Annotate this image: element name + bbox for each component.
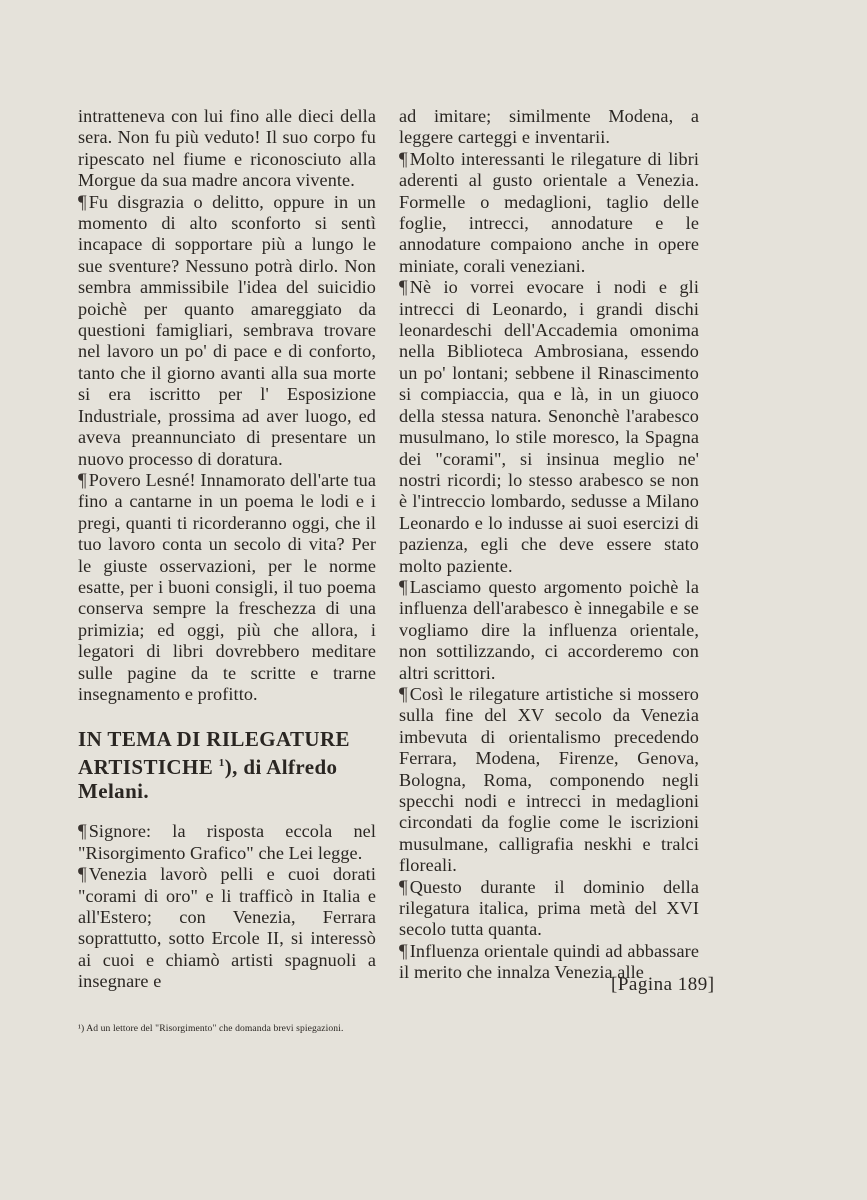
page-number: [Pagina 189] <box>611 974 715 995</box>
paragraph-text: Nè io vorrei evocare i nodi e gli intrecci di Leonardo, i grandi dischi leonardeschi dell'Accademia omonima nella Biblioteca Ambrosiana, essendo un po' lontani; sebbene il Rinascimento si compiaccia, qua e là, in un giuoco della stessa natura. Senonchè l'arabesco musulmano, lo stile moresco, la Spagna dei "corami", si insinua meglio ne' nostri ricordi; lo stesso arabesco se non è l'intreccio lombardo, sedusse a Milano Leonardo e lo indusse ai suoi esercizi di pazienza, egli che deve essere stato molto paziente. <box>399 277 699 576</box>
footnote-marker: 1 <box>218 757 225 770</box>
paragraph <box>78 470 376 705</box>
heading-title: IN TEMA DI RILEGATURE ARTISTICHE <box>78 727 350 780</box>
paragraph <box>399 877 699 941</box>
paragraph-text: Povero Lesné! Innamorato dell'arte tua fino a cantarne in un poema le lodi e i pregi, quanti ti ricorderanno oggi, che il tuo lavoro conta un secolo di vita? Per le giuste osservazioni, per le norme esatte, per i buoni consigli, il tuo poema conserva sempre la freschezza di una primizia; ed oggi, più che allora, i legatori di libri dovrebbero meditare sulle pagine da te scritte e trarne insegnamento e profitto. <box>78 469 376 704</box>
paragraph <box>78 821 376 864</box>
article-heading <box>78 727 376 803</box>
paragraph-text: Signore: la risposta eccola nel "Risorgimento Grafico" che Lei legge. <box>78 821 376 863</box>
paragraph-text: Molto interessanti le rilegature di libri aderenti al gusto orientale a Venezia. Formelle o medaglioni, taglio delle foglie, intrecci, annodature e le annodature compaiono anche in opere miniate, corali veneziani. <box>399 148 699 276</box>
paragraph-mark-icon: ¶ <box>399 683 408 705</box>
footnote: ¹) Ad un lettore del "Risorgimento" che domanda brevi spiegazioni. <box>78 1022 344 1034</box>
paragraph <box>399 577 699 684</box>
paragraph <box>78 864 376 992</box>
paragraph <box>399 277 699 577</box>
paragraph-text: Questo durante il dominio della rilegatura italica, prima metà del XVI secolo tutta quanta. <box>399 876 699 940</box>
paragraph-text: Fu disgrazia o delitto, oppure in un momento di alto sconforto si sentì incapace di sopportare più a lungo le sue sventure? Nessuno potrà dirlo. Non sembra ammissibile l'idea del suicidio poichè per quanto amareggiato da questioni famigliari, sembrava trovare nel lavoro un po' di pace e di conforto, tanto che il giorno avanti alla sua morte si era iscritto per l' Esposizione Industriale, prossima ad aver luogo, ed aveva preannunciato di presentare un nuovo processo di doratura. <box>78 191 376 469</box>
paragraph <box>78 192 376 470</box>
paragraph: ad imitare; similmente Modena, a leggere carteggi e inventarii. <box>399 106 699 148</box>
paragraph: intratteneva con lui fino alle dieci della sera. Non fu più veduto! Il suo corpo fu ripescato nel fiume e riconosciuto alla Morgue da sua madre ancora vivente. <box>78 106 376 191</box>
paragraph <box>399 149 699 277</box>
paragraph-mark-icon: ¶ <box>78 191 87 213</box>
paragraph-text: Lasciamo questo argomento poichè la influenza dell'arabesco è innegabile e se vogliamo dire la influenza orientale, non sottilizzando, ci accorderemo con altri scrittori. <box>399 576 699 683</box>
left-column <box>78 106 376 1035</box>
heading-author: ), di Alfredo Melani. <box>78 755 338 804</box>
paragraph <box>399 684 699 877</box>
paragraph-text: Venezia lavorò pelli e cuoi dorati "corami di oro" e li trafficò in Italia e all'Estero; con Venezia, Ferrara soprattutto, sotto Ercole II, si interessò ai cuoi e chiamò artisti spagnuoli a insegnare e <box>78 864 376 992</box>
paragraph-mark-icon: ¶ <box>78 821 87 843</box>
paragraph-text: Così le rilegature artistiche si mossero sulla fine del XV secolo da Venezia imbevuta di orientalismo precedendo Ferrara, Modena, Firenze, Genova, Bologna, Roma, componendo negli specchi nodi e intrecci in medaglioni circondati da foglie come le iscrizioni musulmane, calligrafia neskhi e tralci floreali. <box>399 683 699 876</box>
right-column <box>399 106 699 984</box>
paragraph-mark-icon: ¶ <box>399 277 408 299</box>
paragraph-text: Influenza orientale quindi ad abbassare il merito che innalza Venezia alle <box>399 940 699 983</box>
paragraph-mark-icon: ¶ <box>399 576 408 598</box>
paragraph-mark-icon: ¶ <box>399 148 408 170</box>
paragraph-mark-icon: ¶ <box>78 864 87 886</box>
paragraph-mark-icon: ¶ <box>399 876 408 898</box>
paragraph-mark-icon: ¶ <box>78 469 87 491</box>
paragraph-mark-icon: ¶ <box>399 940 408 962</box>
